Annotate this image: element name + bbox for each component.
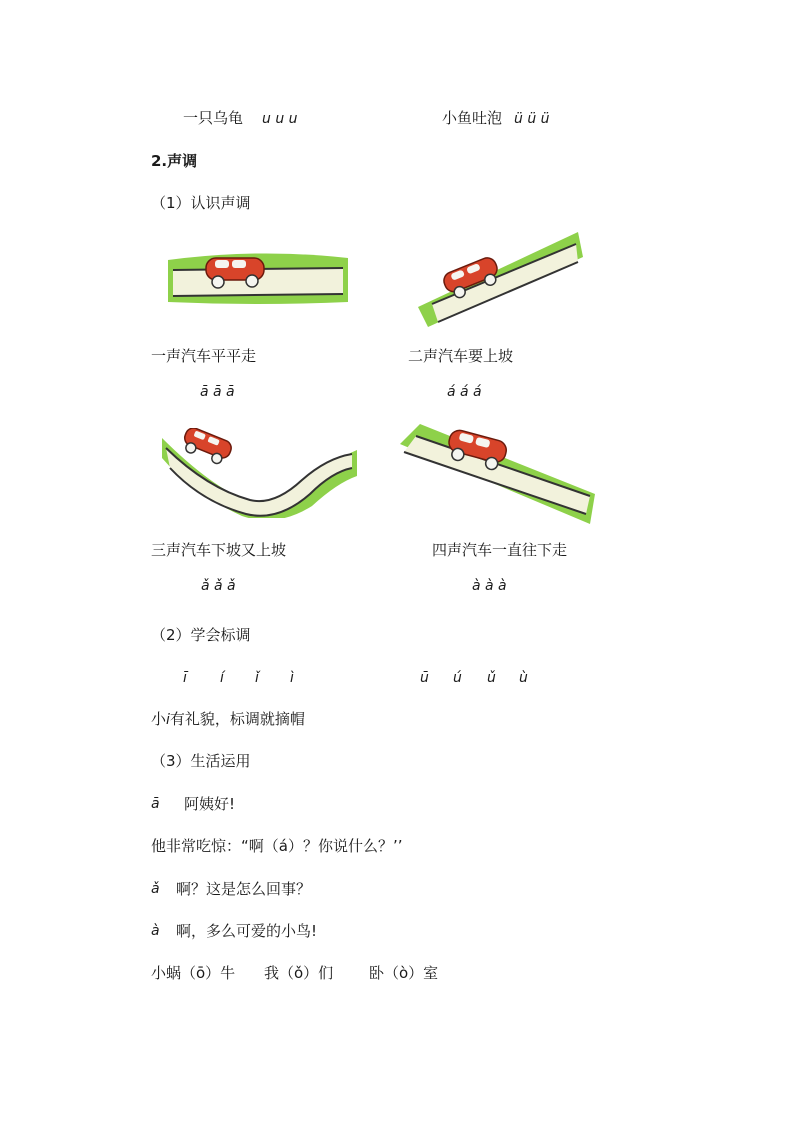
i-tone-2: í xyxy=(220,670,224,686)
i-tone-3: ǐ xyxy=(255,670,259,686)
tone3-pinyin: ǎ ǎ ǎ xyxy=(201,578,236,594)
tone-mark-rule xyxy=(151,709,305,730)
rule-prefix: 小 xyxy=(151,710,167,728)
rule-letter: i xyxy=(166,712,170,728)
turtle-label: 一只乌龟 xyxy=(183,109,244,127)
turtle-pinyin: u u u xyxy=(262,111,298,127)
i-tone-1: ī xyxy=(183,670,187,686)
usage-line4-pinyin: à xyxy=(151,923,160,939)
usage-line5-b: 我（ǒ）们 xyxy=(264,964,334,982)
fish-label: 小鱼吐泡 xyxy=(442,109,503,127)
flat-road-car-image xyxy=(168,240,348,310)
subsection-3: （3）生活运用 xyxy=(151,752,251,770)
tone4-pinyin: à à à xyxy=(472,578,507,594)
uphill-road-car-image xyxy=(418,232,583,327)
usage-line3-pinyin: ǎ xyxy=(151,881,160,897)
tone4-label: 四声汽车一直往下走 xyxy=(432,541,568,559)
u-tone-4: ù xyxy=(519,670,528,686)
usage-line2-text: 他非常吃惊：“啊（á）？你说什么？’’ xyxy=(151,837,403,855)
tone2-label: 二声汽车要上坡 xyxy=(408,347,514,365)
section-title: 2.声调 xyxy=(151,152,198,170)
tone1-pinyin: ā ā ā xyxy=(200,384,235,400)
usage-line5-a: 小蜗（ō）牛 xyxy=(151,964,236,982)
tone3-label: 三声汽车下坡又上坡 xyxy=(151,541,287,559)
valley-road-car-image xyxy=(162,428,357,518)
subsection-1: （1）认识声调 xyxy=(151,194,251,212)
usage-line4-text: 啊，多么可爱的小鸟! xyxy=(176,922,318,940)
fish-pinyin: ü ü ü xyxy=(514,111,550,127)
i-tone-4: ì xyxy=(290,670,294,686)
tone1-label: 一声汽车平平走 xyxy=(151,347,257,365)
usage-line3-text: 啊？这是怎么回事？ xyxy=(176,880,312,898)
u-tone-3: ǔ xyxy=(487,670,496,686)
u-tone-1: ū xyxy=(420,670,429,686)
tone2-pinyin: á á á xyxy=(447,384,482,400)
downhill-road-car-image xyxy=(400,424,595,524)
usage-line1-pinyin: ā xyxy=(151,796,160,812)
usage-line5-c: 卧（ò）室 xyxy=(369,964,439,982)
usage-line1-text: 阿姨好! xyxy=(184,795,236,813)
u-tone-2: ú xyxy=(453,670,462,686)
rule-suffix: 有礼貌，标调就摘帽 xyxy=(169,710,305,728)
subsection-2: （2）学会标调 xyxy=(151,626,251,644)
